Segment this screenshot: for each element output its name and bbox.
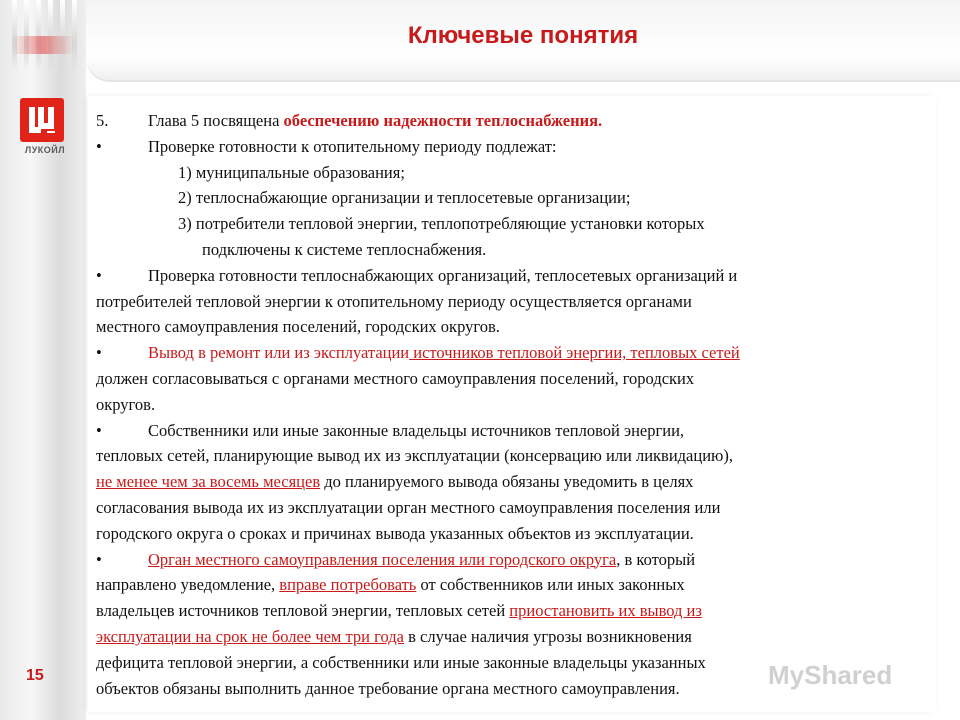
highlight-underlined-text: источников тепловой энергии, тепловых сетей (409, 343, 740, 363)
highlight-underlined-text: не менее чем за восемь месяцев (96, 472, 321, 492)
highlight-text: Вывод в ремонт или из эксплуатации (148, 343, 410, 363)
list-item: 2) теплоснабжающие организации и теплосетевые организации; (178, 188, 631, 208)
highlight-underlined-text: на срок не более чем три года (191, 626, 404, 646)
text-line: округов. (96, 394, 156, 414)
text-segment: владельцев источников тепловой энергии, тепловых сетей (96, 601, 510, 621)
company-logo (20, 98, 70, 155)
list-item: 3) потребители тепловой энергии, теплопотребляющие установки которых (178, 214, 705, 234)
highlight-underlined-text: вправе потребовать (279, 575, 417, 595)
item-number: 5. (96, 111, 109, 130)
text-segment: в случае наличия угрозы возникновения (403, 626, 692, 646)
highlight-underlined-text: Орган местного самоуправления поселения или городского округа (148, 549, 617, 569)
highlight-underlined-text: приостановить их вывод из (509, 601, 702, 621)
text-line: дефицита тепловой энергии, а собственники или иные законные владельцы указанных (96, 652, 706, 672)
paragraph-repair (96, 340, 926, 366)
slide-body (96, 108, 926, 701)
text-line: Проверка готовности теплоснабжающих организаций, теплосетевых организаций и (148, 265, 738, 285)
lukoil-logo-icon (20, 98, 64, 142)
bullet: • (96, 265, 102, 285)
text-line: Собственники или иные законные владельцы источников тепловой энергии, (148, 420, 685, 440)
paragraph-check (96, 263, 926, 289)
text-segment: до планируемого вывода обязаны уведомить в целях (320, 472, 694, 492)
text-line: местного самоуправления поселений, городских округов. (96, 317, 500, 337)
text-line-mixed (96, 598, 926, 624)
text-line-mixed (96, 469, 926, 495)
left-decorative-band (0, 0, 86, 720)
red-accent-glow (12, 36, 74, 54)
page-number: 15 (26, 667, 44, 684)
text-line: объектов обязаны выполнить данное требование органа местного самоуправления. (96, 678, 680, 698)
text-line: согласования вывода их из эксплуатации орган местного самоуправления поселения или (96, 497, 721, 517)
chapter-text: Глава 5 посвящена (148, 111, 284, 130)
slide-header (86, 0, 960, 82)
bullet: • (96, 420, 102, 440)
text-segment: от собственников или иных законных (416, 575, 685, 595)
logo-text: ЛУКОЙЛ (24, 145, 66, 155)
page-title: Ключевые понятия (407, 22, 639, 49)
paragraph-owners (96, 418, 926, 444)
list-item-continuation: подключены к системе теплоснабжения. (202, 239, 487, 259)
text-segment: , в который (616, 549, 696, 569)
readiness-text: Проверке готовности к отопительному периоду подлежат: (148, 136, 557, 156)
watermark: MyShared (768, 660, 893, 690)
bullet: • (96, 343, 102, 363)
paragraph-authority (96, 547, 926, 573)
paragraph-chapter (96, 108, 926, 134)
text-segment: направлено уведомление, (96, 575, 280, 595)
list-item: 1) муниципальные образования; (178, 162, 405, 182)
text-line-mixed (96, 624, 926, 650)
text-line: должен согласовываться с органами местного самоуправления поселений, городских (96, 368, 695, 388)
paragraph-readiness (96, 134, 926, 160)
text-line: потребителей тепловой энергии к отопительному периоду осуществляется органами (96, 291, 692, 311)
bullet: • (96, 549, 102, 569)
highlight-underlined-text: эксплуатации (96, 626, 192, 646)
text-line: городского округа о сроках и причинах вывода указанных объектов из эксплуатации. (96, 523, 694, 543)
chapter-highlight: обеспечению надежности теплоснабжения. (283, 111, 603, 130)
text-line-mixed (96, 572, 926, 598)
text-line: тепловых сетей, планирующие вывод их из эксплуатации (консервацию или ликвидацию), (96, 446, 733, 466)
bullet: • (96, 136, 102, 156)
